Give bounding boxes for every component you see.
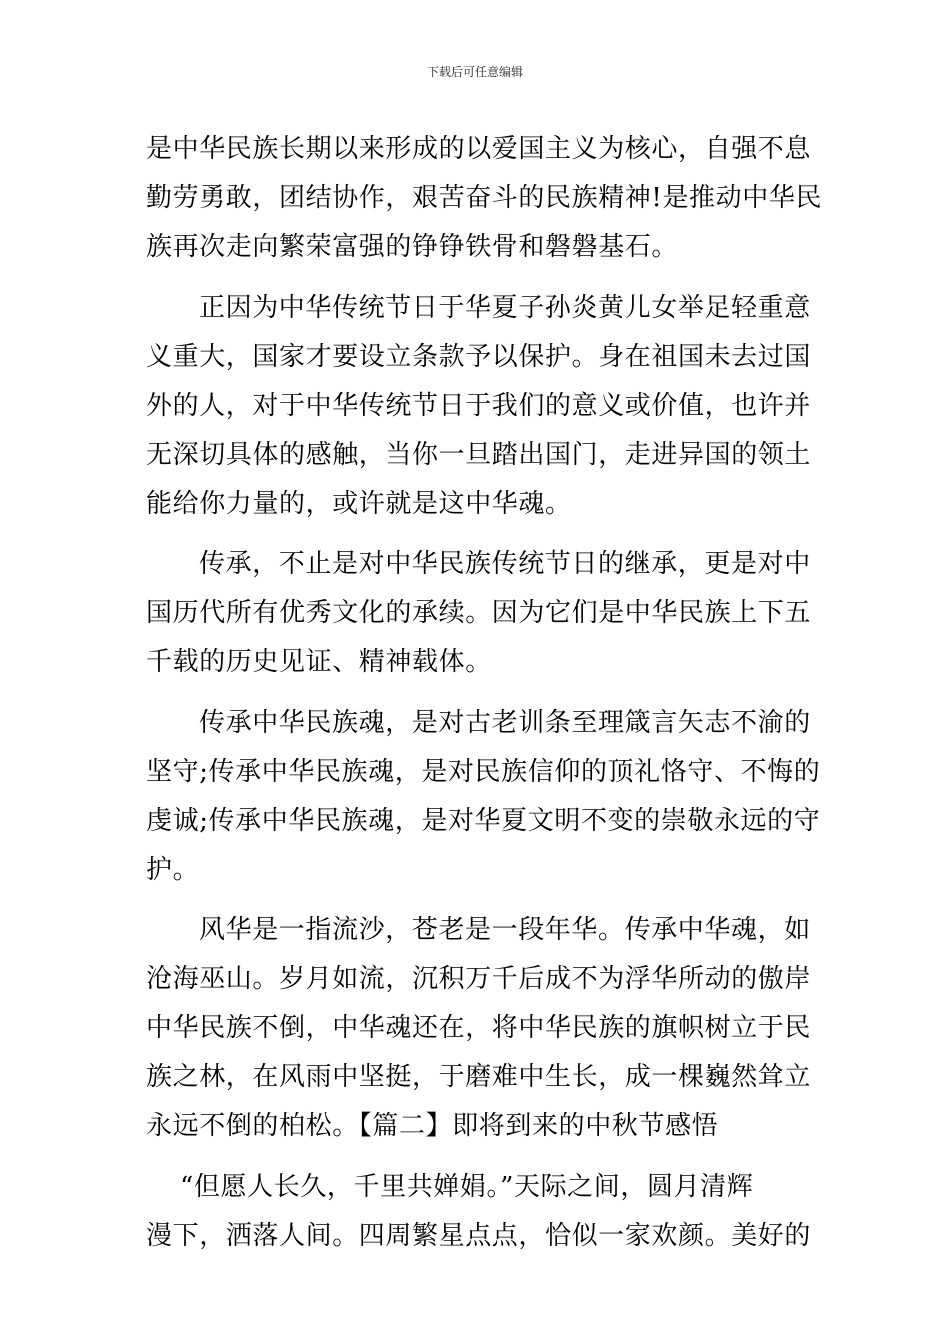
text-line: 无深切具体的感触，当你一旦踏出国门，走进异国的领土: [146, 439, 812, 470]
paragraph-first-line: “但愿人长久，千里共婵娟。”天际之间，圆月清辉: [180, 1171, 754, 1202]
text-line: 是中华民族长期以来形成的以爱国主义为核心，自强不息: [146, 134, 812, 164]
paragraph-first-line: 传承中华民族魂，是对古老训条至理箴言矢志不渝的: [199, 707, 811, 738]
text-line: 沧海巫山。岁月如流，沉积万千后成不为浮华所动的傲岸: [146, 964, 812, 994]
paragraph-first-line: 风华是一指流沙，苍老是一段年华。传承中华魂，如: [199, 915, 811, 945]
text-line: 族之林，在风雨中坚挺，于磨难中生长，成一棵巍然耸立: [146, 1062, 812, 1092]
text-line: 护。: [146, 854, 200, 885]
paragraph-first-line: 正因为中华传统节日于华夏子孙炎黄儿女举足轻重意: [199, 292, 811, 323]
text-line: 虔诚;传承中华民族魂，是对华夏文明不变的崇敬永远的守: [146, 805, 821, 836]
text-line: 漫下，洒落人间。四周繁星点点，恰似一家欢颜。美好的: [146, 1220, 812, 1251]
paragraph-first-line: 传承，不止是对中华民族传统节日的继承，更是对中: [199, 549, 811, 579]
text-line: 能给你力量的，或许就是这中华魂。: [146, 488, 572, 519]
text-line: 外的人，对于中华传统节日于我们的意义或价值，也许并: [146, 390, 812, 421]
text-line: 中华民族不倒，中华魂还在，将中华民族的旗帜树立于民: [146, 1013, 812, 1043]
text-line: 勤劳勇敢，团结协作，艰苦奋斗的民族精神!是推动中华民: [146, 183, 823, 213]
text-line: 坚守;传承中华民族魂，是对民族信仰的顶礼恪守、不悔的: [146, 756, 821, 787]
text-line: 国历代所有优秀文化的承续。因为它们是中华民族上下五: [146, 598, 812, 628]
page-header: 下载后可任意编辑: [426, 65, 523, 79]
body-text: [146, 129, 823, 1265]
text-line: 永远不倒的柏松。【篇二】即将到来的中秋节感悟: [146, 1111, 719, 1141]
text-line: 族再次走向繁荣富强的铮铮铁骨和磐磐基石。: [146, 232, 679, 262]
text-line: 千载的历史见证、精神载体。: [146, 647, 492, 677]
text-line: 义重大，国家才要设立条款予以保护。身在祖国未去过国: [146, 341, 812, 372]
